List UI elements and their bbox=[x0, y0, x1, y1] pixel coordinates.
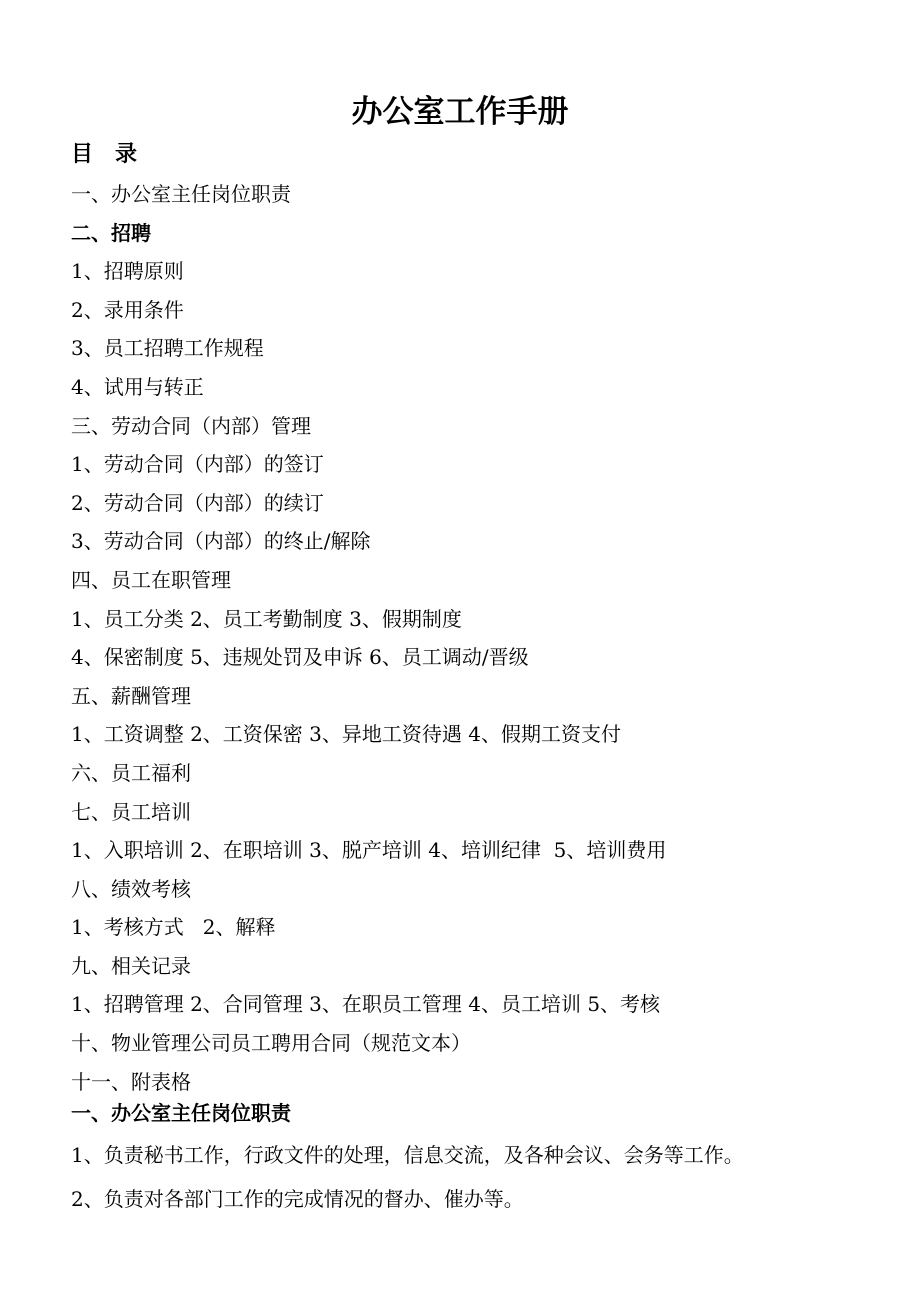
toc-item: 七、员工培训 bbox=[71, 799, 191, 824]
toc-item: 2、劳动合同（内部）的续订 bbox=[71, 490, 324, 515]
toc-item: 四、员工在职管理 bbox=[71, 567, 231, 592]
toc-item: 1、入职培训 2、在职培训 3、脱产培训 4、培训纪律 5、培训费用 bbox=[71, 838, 667, 863]
toc-item: 1、劳动合同（内部）的签订 bbox=[71, 452, 324, 477]
toc-item: 2、录用条件 bbox=[71, 297, 184, 322]
toc-item: 4、保密制度 5、违规处罚及申诉 6、员工调动/晋级 bbox=[71, 645, 529, 670]
toc-item: 1、招聘管理 2、合同管理 3、在职员工管理 4、员工培训 5、考核 bbox=[71, 992, 661, 1017]
toc-heading-char-2: 录 bbox=[115, 141, 138, 167]
toc-item: 八、绩效考核 bbox=[71, 876, 191, 901]
toc-item: 1、工资调整 2、工资保密 3、异地工资待遇 4、假期工资支付 bbox=[71, 722, 621, 747]
body-paragraph: 1、负责秘书工作，行政文件的处理，信息交流，及各种会议、会务等工作。 bbox=[71, 1143, 744, 1167]
toc-item: 三、劳动合同（内部）管理 bbox=[71, 413, 311, 438]
toc-item: 一、办公室主任岗位职责 bbox=[71, 182, 291, 206]
toc-item: 4、试用与转正 bbox=[71, 374, 204, 399]
body-paragraph: 2、负责对各部门工作的完成情况的督办、催办等。 bbox=[71, 1187, 524, 1211]
section-heading: 一、办公室主任岗位职责 bbox=[71, 1101, 291, 1125]
section-body bbox=[71, 1135, 744, 1223]
toc-item: 1、考核方式 2、解释 bbox=[71, 915, 276, 940]
toc-item: 1、员工分类 2、员工考勤制度 3、假期制度 bbox=[71, 606, 462, 631]
toc-item: 二、招聘 bbox=[71, 220, 151, 245]
toc-heading bbox=[71, 137, 137, 171]
toc-item: 六、员工福利 bbox=[71, 760, 191, 785]
toc-heading-char-1: 目 bbox=[71, 141, 94, 167]
toc-item: 1、招聘原则 bbox=[71, 259, 184, 284]
document-title: 办公室工作手册 bbox=[351, 94, 569, 130]
toc-item: 九、相关记录 bbox=[71, 953, 191, 978]
toc-item: 3、员工招聘工作规程 bbox=[71, 336, 264, 361]
toc-item: 十一、附表格 bbox=[71, 1069, 191, 1094]
toc-item: 3、劳动合同（内部）的终止/解除 bbox=[71, 529, 371, 554]
table-of-contents bbox=[71, 175, 666, 1101]
toc-item: 五、薪酬管理 bbox=[71, 683, 191, 708]
toc-item: 十、物业管理公司员工聘用合同（规范文本） bbox=[71, 1031, 471, 1056]
